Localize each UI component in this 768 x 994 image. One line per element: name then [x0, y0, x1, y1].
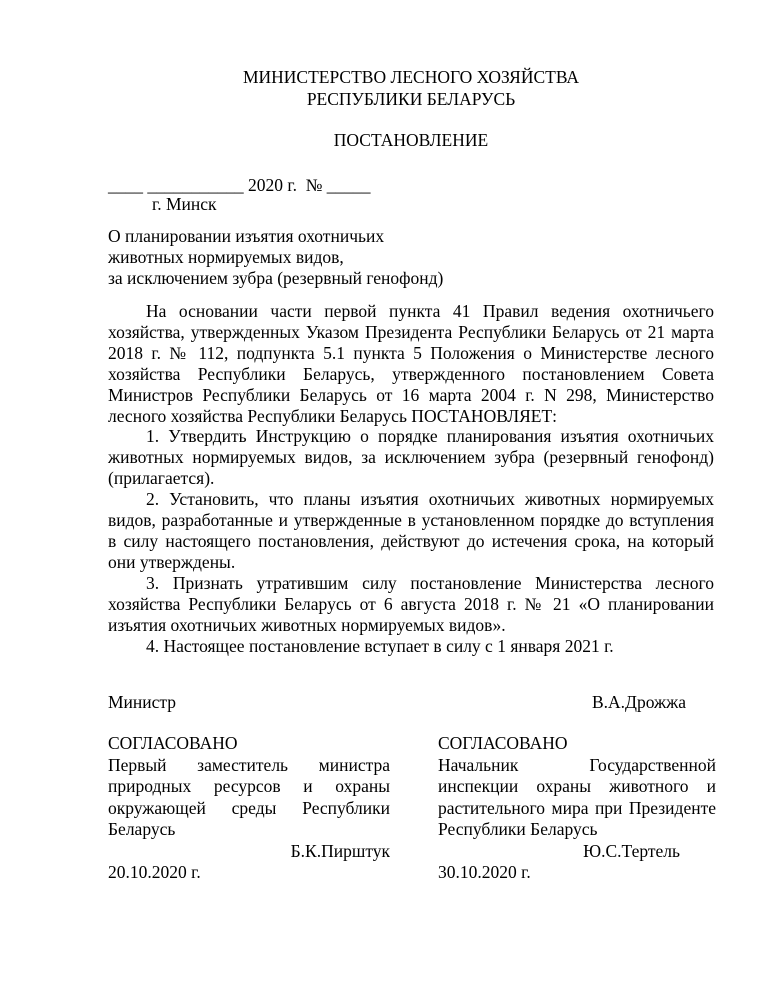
ministry-line-2: РЕСПУБЛИКИ БЕЛАРУСЬ: [306, 89, 516, 109]
approval-position: Первый заместитель министра природных ресурсов и охраны окружающей среды Республики Беларусь: [108, 754, 390, 839]
approval-name: Ю.С.Тертель: [583, 840, 680, 861]
title-line-3: за исключением зубра (резервный генофонд): [108, 268, 444, 288]
preamble-paragraph: На основании части первой пункта 41 Правил ведения охотничьего хозяйства, утвержденных Указом Президента Республики Беларусь от 21 марта 2018 г. № 112, подпункта 5.1 пункта 5 Положения о Министерстве лесного хозяйства Республики Беларусь, утвержденного постановлением Совета Министров Республики Беларусь от 16 марта 2004 г. N 298, Министерство лесного хозяйства Республики Беларусь ПОСТАНОВЛЯЕТ:: [108, 301, 714, 426]
document-body: [108, 301, 714, 656]
item-3: 3. Признать утратившим силу постановление Министерства лесного хозяйства Республики Беларусь от 6 августа 2018 г. № 21 «О планировании изъятия охотничьих животных нормируемых видов».: [108, 572, 714, 635]
ministry-header: [108, 66, 714, 110]
approval-heading: СОГЛАСОВАНО: [108, 733, 238, 753]
title-line-2: животных нормируемых видов,: [108, 247, 344, 267]
approval-name: Б.К.Пирштук: [290, 840, 390, 861]
city-line: г. Минск: [152, 194, 217, 214]
item-4: 4. Настоящее постановление вступает в силу с 1 января 2021 г.: [146, 635, 614, 656]
signatory-position: Министр: [108, 692, 177, 712]
signatory-name: В.А.Дрожжа: [591, 692, 686, 712]
approval-block-right: [438, 733, 716, 884]
item-1: 1. Утвердить Инструкцию о порядке планирования изъятия охотничьих животных нормируемых видов, за исключением зубра (резервный генофонд) (прилагается).: [108, 426, 714, 489]
title-line-1: О планировании изъятия охотничьих: [108, 226, 385, 246]
approval-position: Начальник Государственной инспекции охраны животного и растительного мира при Президенте Республики Беларусь: [438, 754, 716, 839]
approval-heading: СОГЛАСОВАНО: [438, 733, 568, 753]
item-2: 2. Установить, что планы изъятия охотничьих животных нормируемых видов, разработанные и утвержденные в установленном порядке до вступления в силу настоящего постановления, действуют до истечения срока, на который они утверждены.: [108, 489, 714, 572]
approval-date: 30.10.2020 г.: [438, 862, 531, 882]
ministry-line-1: МИНИСТЕРСТВО ЛЕСНОГО ХОЗЯЙСТВА: [242, 67, 580, 87]
approval-date: 20.10.2020 г.: [108, 862, 201, 882]
date-number-line: ____ ___________ 2020 г. № _____: [108, 175, 371, 195]
document-type: ПОСТАНОВЛЕНИЕ: [333, 130, 489, 150]
approval-block-left: [108, 733, 390, 884]
